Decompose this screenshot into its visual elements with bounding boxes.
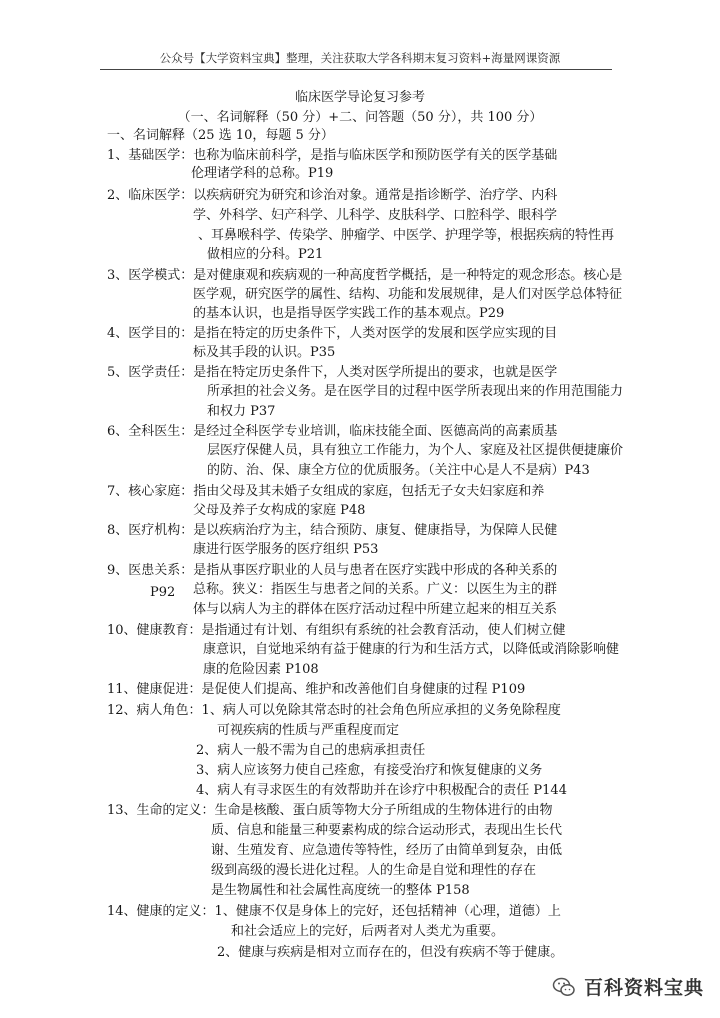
entry-line: 级到高级的漫长进化过程。人的生命是自觉和理性的存在 [211, 863, 537, 878]
entry-line: 和社会适应上的完好，后两者对人类尤为重要。 [231, 924, 505, 939]
wechat-icon [552, 975, 576, 999]
entry-line: 和权力 P37 [207, 404, 276, 419]
entry-line: 康的危险因素 P108 [203, 662, 319, 677]
entry-line: 13、生命的定义：生命是核酸、蛋白质等物大分子所组成的生物体进行的由物 [107, 803, 553, 818]
entry-line: 3、病人应该努力使自己痊愈，有接受治疗和恢复健康的义务 [196, 763, 543, 778]
entry-line: 4、医学目的：是指在特定的历史条件下，人类对医学的发展和医学应实现的目 [107, 326, 558, 341]
entry-line: 总称。狭义：指医生与患者之间的关系。广义：以医生为主的群 [193, 582, 558, 597]
entry-line: 8、医疗机构：是以疾病治疗为主，结合预防、康复、健康指导，为保障人民健 [107, 523, 558, 538]
entry-line: 10、健康教育：是指通过有计划、有组织有系统的社会教育活动，使人们树立健 [107, 623, 566, 638]
entry-line: 谢、生殖发育、应急遗传等特性，经历了由简单到复杂，由低 [211, 843, 563, 858]
entry-line: 3、医学模式：是对健康观和疾病观的一种高度哲学概括，是一种特定的观念形态。核心是 [107, 268, 623, 283]
header-divider [100, 69, 612, 70]
entry-line: 可视疾病的性质与严重程度而定 [217, 723, 400, 738]
entry-line: 11、健康促进：是促使人们提高、维护和改善他们自身健康的过程 P109 [107, 682, 526, 697]
margin-note: P92 [150, 585, 176, 600]
entry-line: 1、基础医学：也称为临床前科学，是指与临床医学和预防医学有关的医学基础 [107, 148, 558, 163]
entry-line: 医学观，研究医学的属性、结构、功能和发展规律，是人们对医学总体特征 [193, 287, 623, 302]
entry-line: 伦理诸学科的总称。P19 [191, 166, 334, 181]
entry-line: 做相应的分科。P21 [207, 247, 324, 262]
entry-line: 的防、治、保、康全方位的优质服务。（关注中心是人不是病）P43 [207, 463, 590, 478]
entry-line: 5、医学责任：是指在特定历史条件下，人类对医学所提出的要求，也就是医学 [107, 365, 558, 380]
entry-line: 6、全科医生：是经过全科医学专业培训，临床技能全面、医德高尚的高素质基 [107, 424, 558, 439]
watermark [552, 973, 704, 1000]
entry-line: 2、病人一般不需为自己的患病承担责任 [196, 743, 426, 758]
section-heading: 一、名词解释（25 选 10，每题 5 分） [107, 128, 334, 143]
entry-line: 、耳鼻喉科学、传染学、肿瘤学、中医学、护理学等，根据疾病的特性再 [198, 228, 615, 243]
header-banner: 公众号【大学资料宝典】整理，关注获取大学各科期末复习资料+海量网课资源 [159, 51, 561, 65]
entry-line: 质、信息和能量三种要素构成的综合运动形式，表现出生长代 [211, 823, 563, 838]
page-title: 临床医学导论复习参考 [294, 90, 425, 105]
entry-line: 所承担的社会义务。是在医学目的过程中医学所表现出来的作用范围能力 [207, 384, 624, 399]
entry-line: 学、外科学、妇产科学、儿科学、皮肤科学、口腔科学、眼科学 [193, 208, 558, 223]
entry-line: 2、临床医学：以疾病研究为研究和诊治对象。通常是指诊断学、治疗学、内科 [107, 188, 558, 203]
entry-line: 是生物属性和社会属性高度统一的整体 P158 [211, 883, 470, 898]
entry-line: 父母及养子女构成的家庭 P48 [193, 503, 366, 518]
entry-line: 层医疗保健人员，具有独立工作能力，为个人、家庭及社区提供便捷廉价 [207, 443, 624, 458]
entry-line: 体与以病人为主的群体在医疗活动过程中所建立起来的相互关系 [193, 602, 558, 617]
entry-line: 的基本认识，也是指导医学实践工作的基本观点。P29 [193, 306, 505, 321]
entry-line: 12、病人角色：1、病人可以免除其常态时的社会角色所应承担的义务免除程度 [107, 703, 561, 718]
entry-line: 14、健康的定义：1、健康不仅是身体上的完好，还包括精神（心理，道德）上 [107, 904, 561, 919]
entry-line: 4、病人有寻求医生的有效帮助并在诊疗中积极配合的责任 P144 [196, 783, 567, 798]
entry-line: 9、医患关系：是指从事医疗职业的人员与患者在医疗实践中形成的各种关系的 [107, 563, 558, 578]
page-subtitle: （一、名词解释（50 分）+二、问答题（50 分），共 100 分） [177, 110, 543, 125]
entry-line: 康意识，自觉地采纳有益于健康的行为和生活方式，以降低或消除影响健 [203, 642, 620, 657]
entry-line: 2、健康与疾病是相对立而存在的，但没有疾病不等于健康。 [217, 945, 564, 960]
entry-line: 标及其手段的认识。P35 [193, 345, 336, 360]
entry-line: 康进行医学服务的医疗组织 P53 [193, 542, 379, 557]
entry-line: 7、核心家庭：指由父母及其未婚子女组成的家庭，包括无子女夫妇家庭和养 [107, 484, 545, 499]
watermark-text: 百科资料宝典 [583, 977, 704, 999]
